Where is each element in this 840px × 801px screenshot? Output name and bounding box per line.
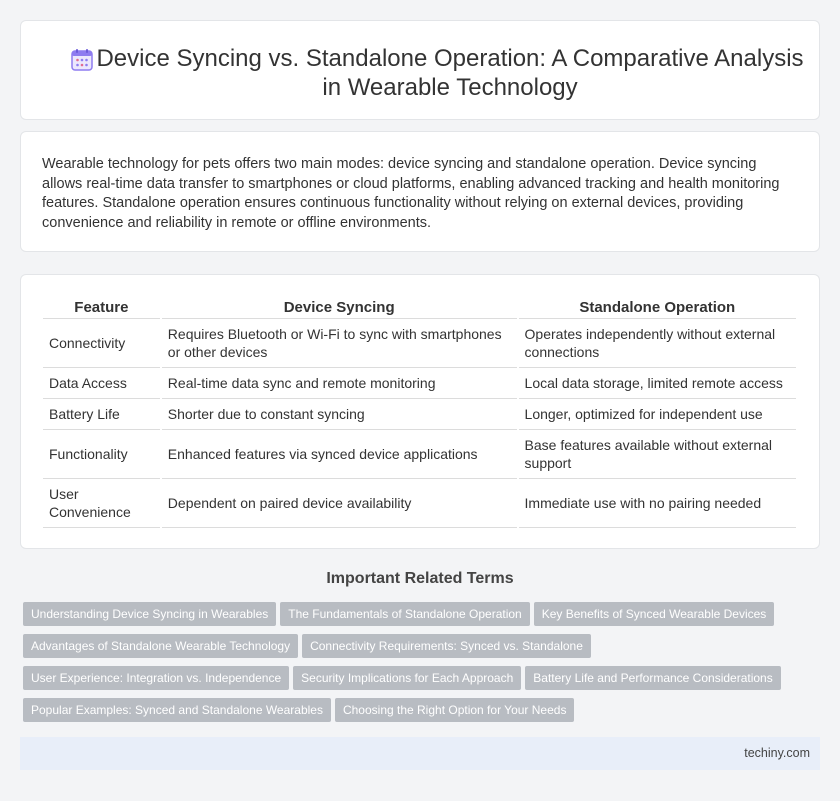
syncing-cell: Real-time data sync and remote monitoring — [162, 368, 517, 399]
syncing-cell: Dependent on paired device availability — [162, 479, 517, 528]
related-tag[interactable]: Connectivity Requirements: Synced vs. Standalone — [302, 634, 591, 658]
table-row — [43, 319, 796, 368]
related-tag[interactable]: Choosing the Right Option for Your Needs — [335, 698, 574, 722]
comparison-table-card — [20, 274, 820, 549]
related-terms-tags — [23, 602, 813, 730]
header-card — [20, 20, 820, 120]
related-tag[interactable]: The Fundamentals of Standalone Operation — [280, 602, 529, 626]
syncing-cell: Shorter due to constant syncing — [162, 399, 517, 430]
related-terms-title: Important Related Terms — [326, 570, 514, 587]
standalone-cell: Immediate use with no pairing needed — [519, 479, 796, 528]
table-header-row — [43, 297, 796, 319]
intro-card — [20, 131, 820, 252]
related-tag[interactable]: Understanding Device Syncing in Wearables — [23, 602, 276, 626]
table-row — [43, 399, 796, 430]
header-standalone-operation: Standalone Operation — [519, 297, 796, 319]
standalone-cell: Local data storage, limited remote access — [519, 368, 796, 399]
page-title: Device Syncing vs. Standalone Operation: A Comparative Analysis in Wearable Technology — [96, 45, 804, 101]
related-tag[interactable]: Battery Life and Performance Considerations — [525, 666, 780, 690]
feature-cell: User Convenience — [43, 479, 160, 528]
table-row — [43, 368, 796, 399]
feature-cell: Battery Life — [43, 399, 160, 430]
standalone-cell: Longer, optimized for independent use — [519, 399, 796, 430]
related-tag[interactable]: Popular Examples: Synced and Standalone Wearables — [23, 698, 331, 722]
related-tag[interactable]: User Experience: Integration vs. Independence — [23, 666, 289, 690]
table-row — [43, 430, 796, 479]
feature-cell: Connectivity — [43, 319, 160, 368]
feature-cell: Data Access — [43, 368, 160, 399]
table-row — [43, 479, 796, 528]
footer — [20, 737, 820, 770]
related-tag[interactable]: Advantages of Standalone Wearable Technology — [23, 634, 298, 658]
syncing-cell: Requires Bluetooth or Wi-Fi to sync with smartphones or other devices — [162, 319, 517, 368]
header-device-syncing: Device Syncing — [162, 297, 517, 319]
standalone-cell: Base features available without external support — [519, 430, 796, 479]
header-feature: Feature — [43, 297, 160, 319]
related-tag[interactable]: Key Benefits of Synced Wearable Devices — [534, 602, 775, 626]
footer-site-name[interactable]: techiny.com — [744, 746, 810, 760]
intro-paragraph: Wearable technology for pets offers two main modes: device syncing and standalone operation. Device syncing allows real-time data transfer to smartphones or cloud platforms, enabling advanced tracking and health monitoring features. Standalone operation ensures continuous functionality without relying on external devices, providing convenience and reliability in remote or offline environments. — [42, 156, 780, 231]
related-tag[interactable]: Security Implications for Each Approach — [293, 666, 521, 690]
comparison-table — [41, 297, 798, 528]
syncing-cell: Enhanced features via synced device applications — [162, 430, 517, 479]
standalone-cell: Operates independently without external connections — [519, 319, 796, 368]
feature-cell: Functionality — [43, 430, 160, 479]
